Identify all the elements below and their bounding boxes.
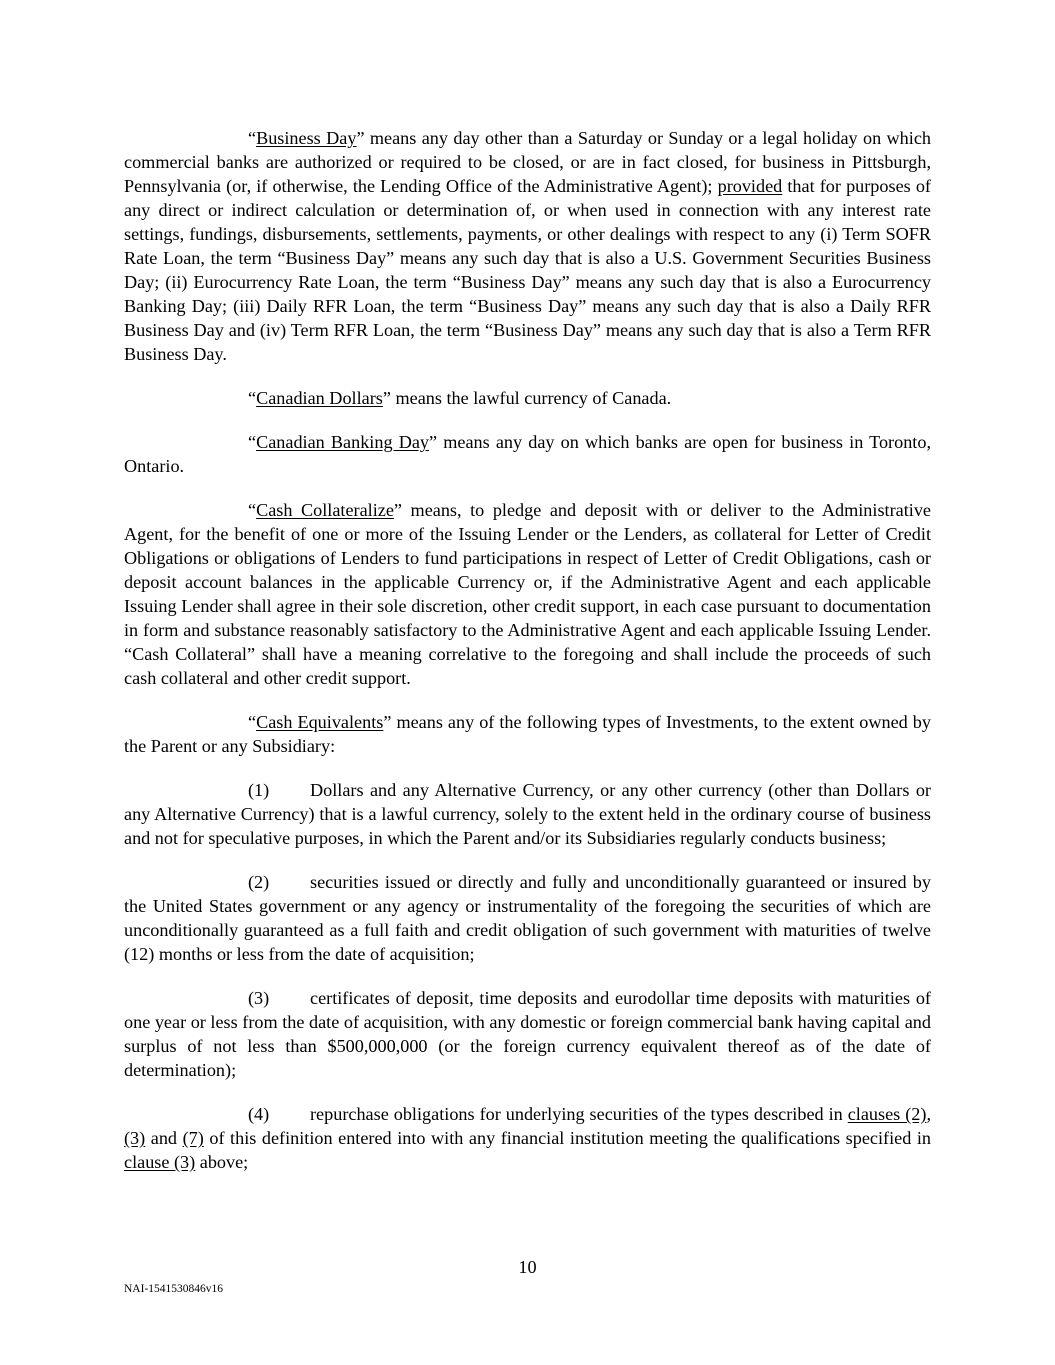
text-run: ” means any day other than a Saturday or Sunday or a legal holiday on which commercial banks are authorized or required to be closed, or are in fact closed, for business in Pittsburgh, Pennsylvania (or, if otherwise, the Lending Office of the Administrative Agent); bbox=[124, 128, 931, 196]
definition-cash-collateralize bbox=[124, 498, 931, 690]
underlined-term: clause (3) bbox=[124, 1152, 196, 1172]
underlined-term: (7) bbox=[182, 1128, 204, 1148]
text-run: repurchase obligations for underlying securities of the types described in bbox=[310, 1104, 848, 1124]
document-id: NAI-1541530846v16 bbox=[124, 1283, 224, 1295]
definition-canadian-dollars bbox=[124, 386, 931, 410]
text-run: ” means any of the following types of Investments, to the extent owned by the Parent or any Subsidiary: bbox=[124, 712, 931, 756]
text-run: “ bbox=[248, 388, 257, 408]
text-run: ” means the lawful currency of Canada. bbox=[382, 388, 672, 408]
definition-business-day bbox=[124, 126, 931, 366]
clause-number: (1) bbox=[248, 780, 270, 800]
clause-number: (4) bbox=[248, 1104, 270, 1124]
text-run: “ bbox=[248, 500, 257, 520]
text-run: that for purposes of any direct or indirect calculation or determination of, or when used in connection with any interest rate settings, fundings, disbursements, settlements, payments, or other dealings with respect to any (i) Term SOFR Rate Loan, the term “Business Day” means any such day that is also a U.S. Government Securities Business Day; (ii) Eurocurrency Rate Loan, the term “Business Day” means any such day that is also a Eurocurrency Banking Day; (iii) Daily RFR Loan, the term “Business Day” means any such day that is also a Daily RFR Business Day and (iv) Term RFR Loan, the term “Business Day” means any such day that is also a Term RFR Business Day. bbox=[124, 176, 931, 364]
text-run: above; bbox=[195, 1152, 249, 1172]
clause-2 bbox=[124, 870, 931, 966]
text-run: certificates of deposit, time deposits and eurodollar time deposits with maturities of one year or less from the date of acquisition, with any domestic or foreign commercial bank having capital and surplus of not less than $500,000,000 (or the foreign currency equivalent thereof as of the date of determination); bbox=[124, 988, 931, 1080]
clause-number: (3) bbox=[248, 988, 270, 1008]
text-run: ” means any day on which banks are open for business in Toronto, Ontario. bbox=[124, 432, 931, 476]
clause-4 bbox=[124, 1102, 931, 1174]
clause-number: (2) bbox=[248, 872, 270, 892]
definition-canadian-banking-day bbox=[124, 430, 931, 478]
text-run: securities issued or directly and fully and unconditionally guaranteed or insured by the United States government or any agency or instrumentality of the foregoing the securities of which are unconditionally guaranteed as a full faith and credit obligation of such government with maturities of twelve (12) months or less from the date of acquisition; bbox=[124, 872, 931, 964]
definition-cash-equivalents bbox=[124, 710, 931, 758]
text-run: , bbox=[926, 1104, 931, 1124]
text-run: Dollars and any Alternative Currency, or any other currency (other than Dollars or any Alternative Currency) that is a lawful currency, solely to the extent held in the ordinary course of business and not for speculative purposes, in which the Parent and/or its Subsidiaries regularly conducts business; bbox=[124, 780, 931, 848]
underlined-term: Canadian Banking Day bbox=[256, 432, 429, 452]
underlined-term: clauses (2) bbox=[847, 1104, 927, 1124]
underlined-term: Cash Collateralize bbox=[256, 500, 394, 520]
text-run: and bbox=[145, 1128, 183, 1148]
clause-1 bbox=[124, 778, 931, 850]
underlined-term: provided bbox=[717, 176, 783, 196]
underlined-term: Business Day bbox=[256, 128, 357, 148]
text-run: “ bbox=[248, 432, 257, 452]
text-run: ” means, to pledge and deposit with or deliver to the Administrative Agent, for the benefit of one or more of the Issuing Lender or the Lenders, as collateral for Letter of Credit Obligations or obligations of Lenders to fund participations in respect of Letter of Credit Obligations, cash or deposit account balances in the applicable Currency or, if the Administrative Agent and each applicable Issuing Lender shall agree in their sole discretion, other credit support, in each case pursuant to documentation in form and substance reasonably satisfactory to the Administrative Agent and each applicable Issuing Lender. “Cash Collateral” shall have a meaning correlative to the foregoing and shall include the proceeds of such cash collateral and other credit support. bbox=[124, 500, 931, 688]
text-run: “ bbox=[248, 712, 257, 732]
text-run: “ bbox=[248, 128, 257, 148]
underlined-term: Canadian Dollars bbox=[256, 388, 383, 408]
document-body bbox=[124, 126, 931, 1194]
underlined-term: (3) bbox=[124, 1128, 146, 1148]
underlined-term: Cash Equivalents bbox=[256, 712, 384, 732]
text-run: of this definition entered into with any financial institution meeting the qualifications specified in bbox=[203, 1128, 931, 1148]
clause-3 bbox=[124, 986, 931, 1082]
page-number: 10 bbox=[518, 1257, 537, 1277]
